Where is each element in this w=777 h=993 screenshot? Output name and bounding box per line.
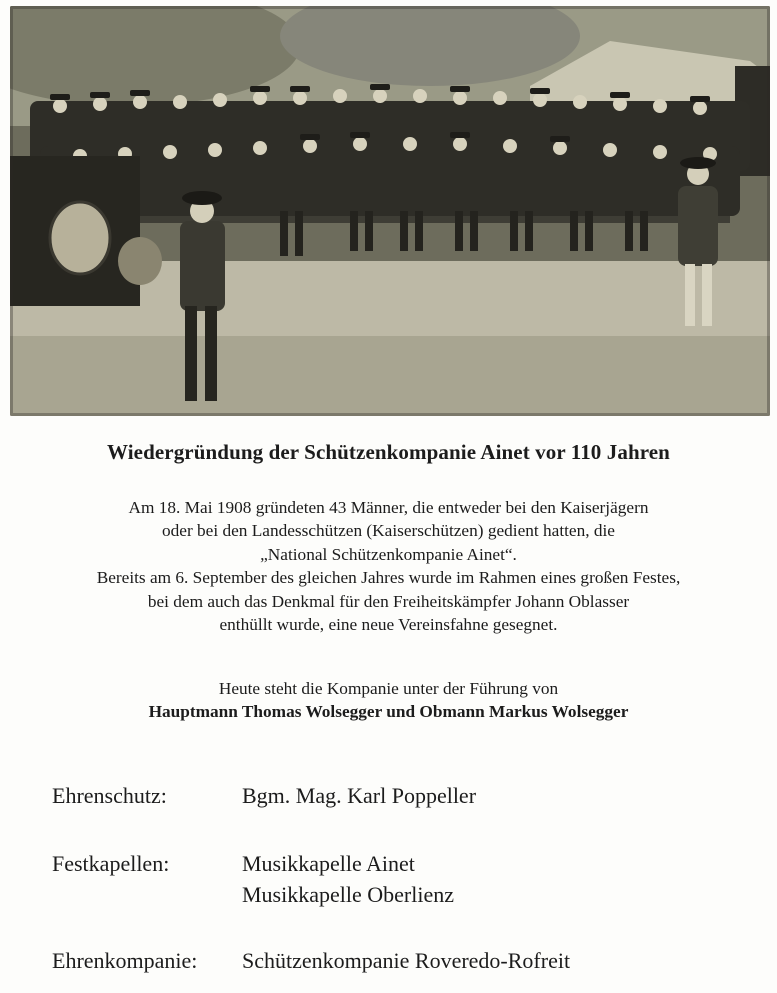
leadership-intro: Heute steht die Kompanie unter der Führung von — [218, 679, 559, 698]
intro-line: oder bei den Landesschützen (Kaiserschützen) gedient hatten, die — [162, 521, 615, 541]
ehrenkompanie-value: Schützenkompanie Roveredo-Rofreit — [242, 948, 571, 973]
historic-group-photo — [10, 6, 770, 416]
leadership-names: Hauptmann Thomas Wolsegger und Obmann Markus Wolsegger — [148, 702, 629, 722]
festkapellen-value-2: Musikkapelle Oberlienz — [242, 882, 454, 907]
intro-line: enthüllt wurde, eine neue Vereinsfahne gesegnet. — [219, 615, 558, 635]
festkapellen-label: Festkapellen: — [52, 851, 170, 876]
intro-line: Bereits am 6. September des gleichen Jahres wurde im Rahmen eines großen Festes, — [96, 568, 681, 588]
ehrenschutz-label: Ehrenschutz: — [52, 783, 167, 808]
leadership-paragraph — [0, 677, 777, 724]
intro-paragraph — [0, 496, 777, 636]
headline: Wiedergründung der Schützenkompanie Ainet vor 110 Jahren — [107, 440, 670, 464]
ehrenkompanie-label: Ehrenkompanie: — [52, 948, 198, 973]
intro-line: „National Schützenkompanie Ainet“. — [260, 544, 517, 564]
ehrenschutz-value: Bgm. Mag. Karl Poppeller — [242, 783, 477, 808]
intro-line: bei dem auch das Denkmal für den Freiheitskämpfer Johann Oblasser — [147, 591, 630, 611]
intro-line: Am 18. Mai 1908 gründeten 43 Männer, die entweder bei den Kaiserjägern — [128, 498, 649, 517]
festkapellen-value-1: Musikkapelle Ainet — [242, 851, 415, 876]
historic-group-photo-icon — [10, 6, 770, 416]
